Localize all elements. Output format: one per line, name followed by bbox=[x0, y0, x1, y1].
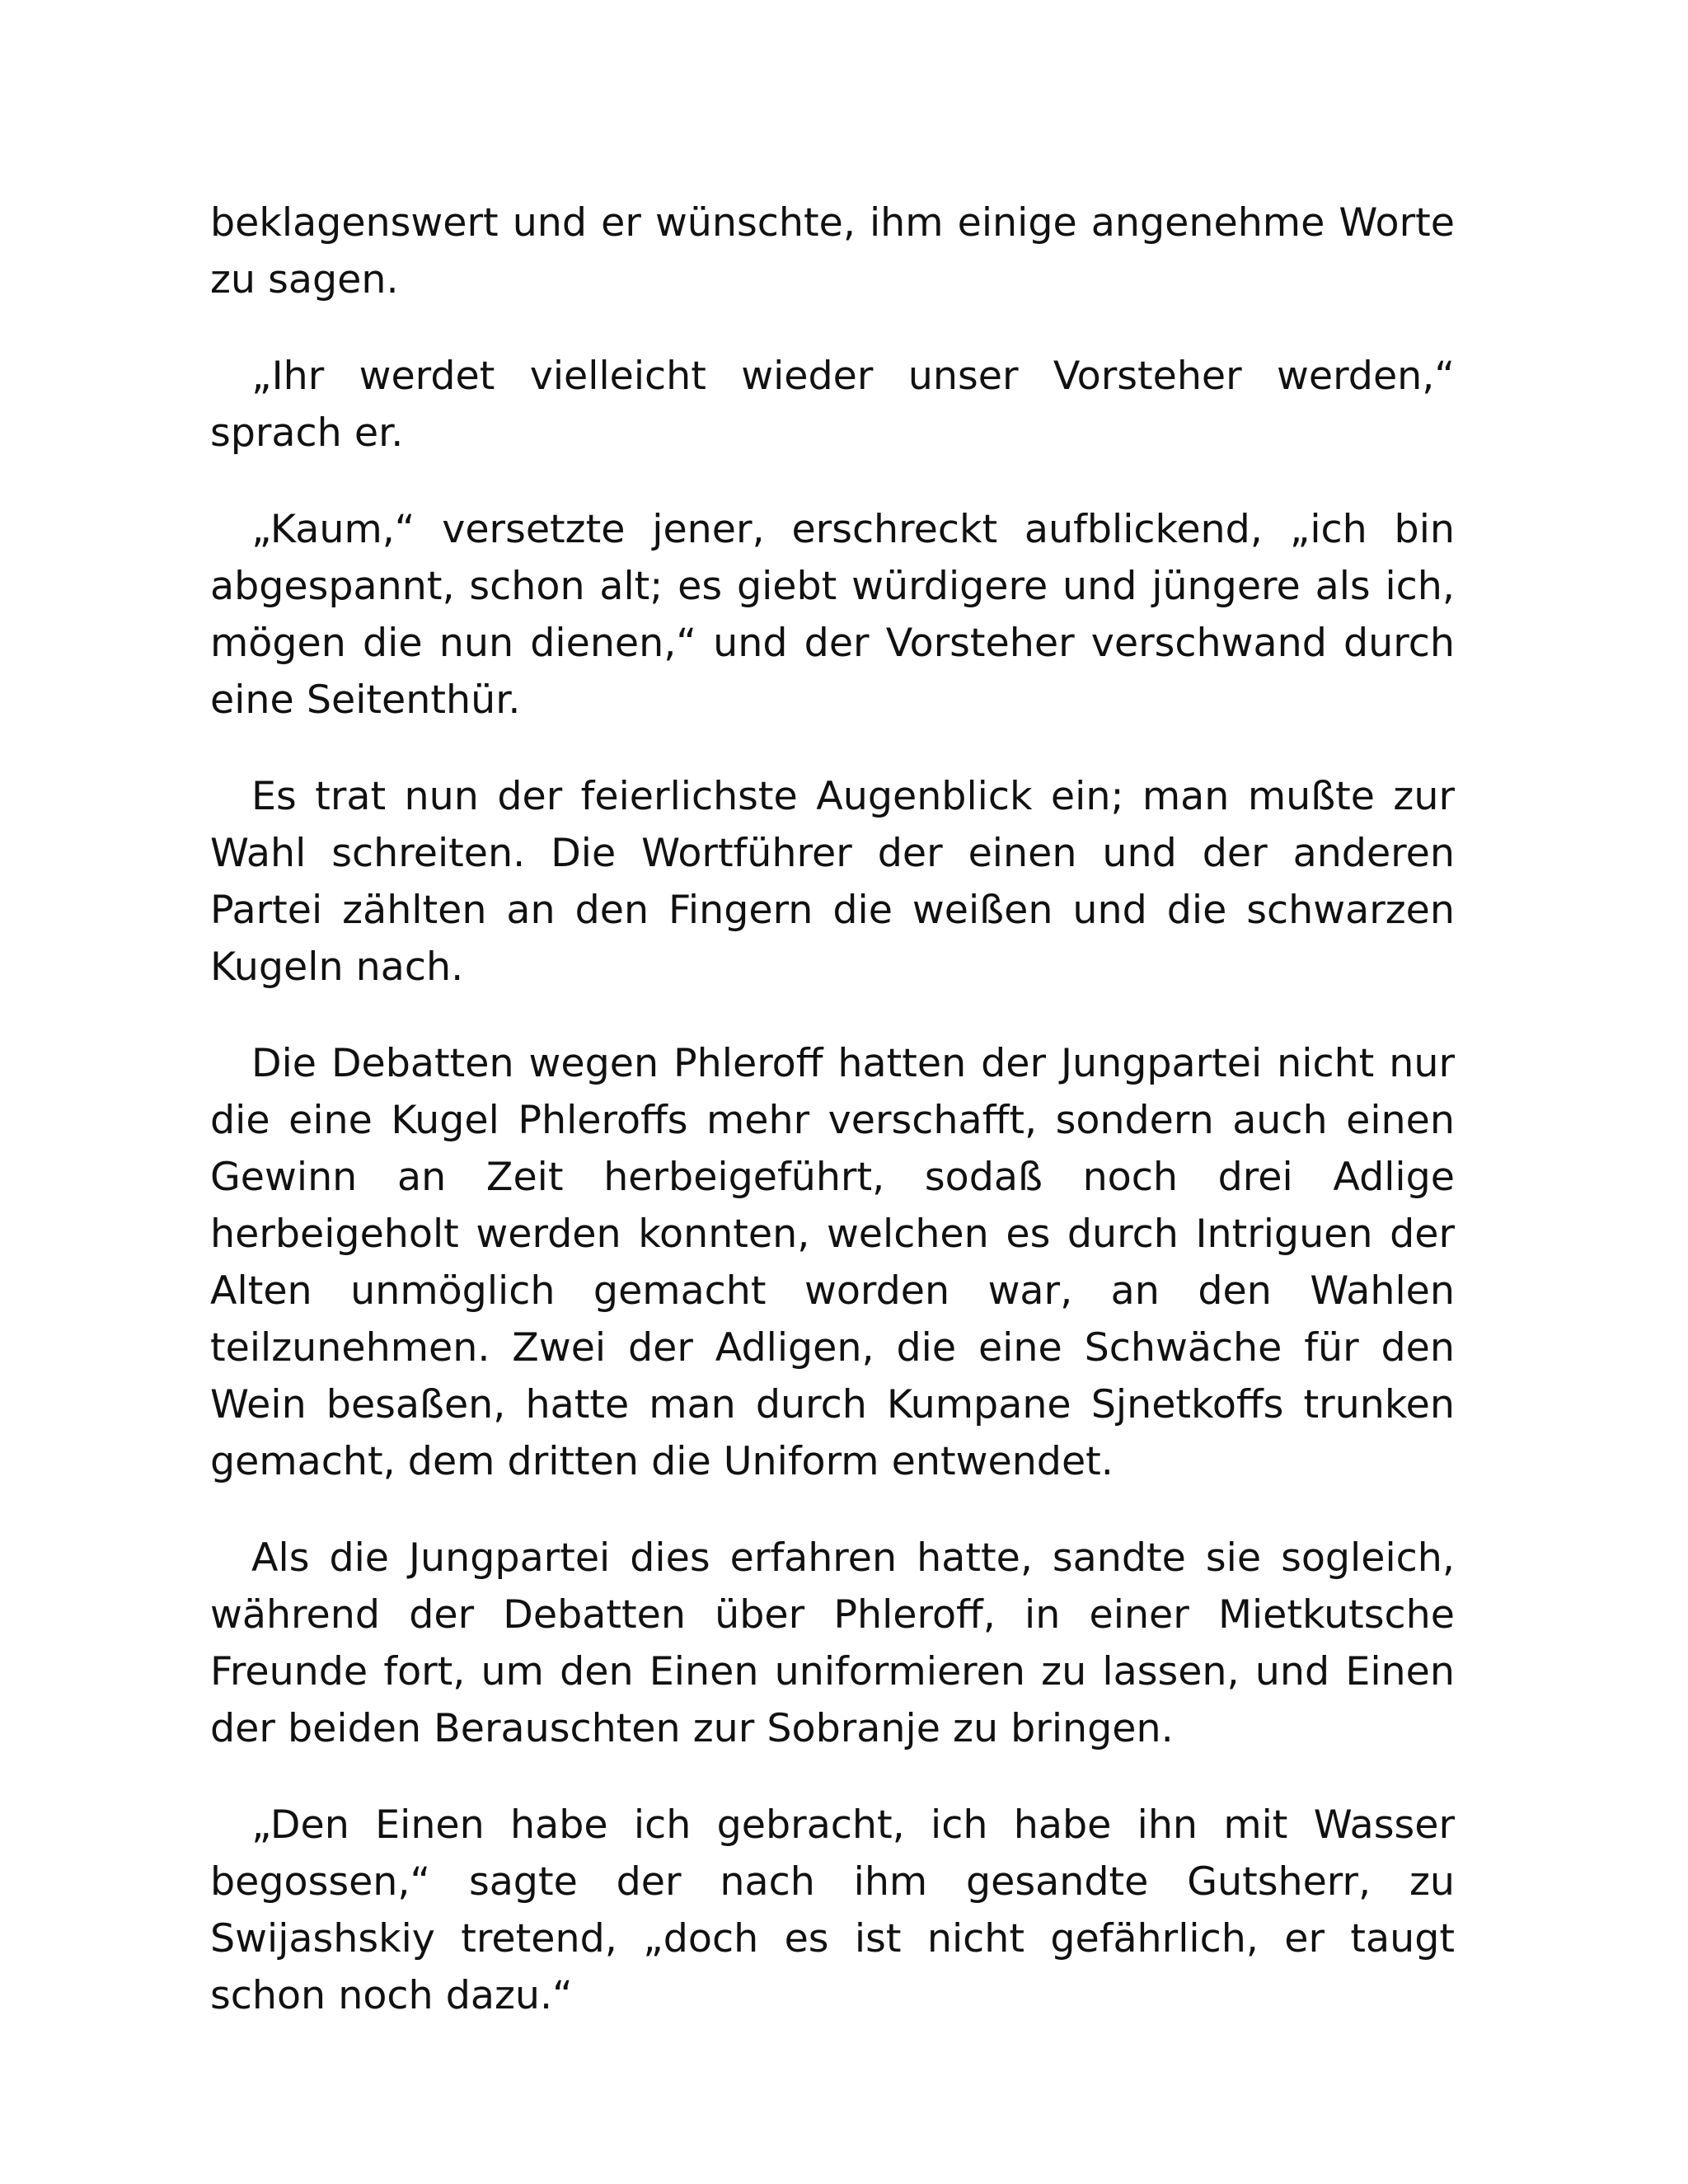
paragraph-5: Die Debatten wegen Phleroff hatten der Jungpartei nicht nur die eine Kugel Phleroffs mehr verschafft, sondern auch einen Gewinn an Zeit herbeigeführt, sodaß noch drei Adlige herbeigeholt werden konnten, welchen es durch Intriguen der Alten unmöglich gemacht worden war, an den Wahlen teilzunehmen. Zwei der Adligen, die eine Schwäche für den Wein besaßen, hatte man durch Kumpane Sjnetkoffs trunken gemacht, dem dritten die Uniform entwendet. bbox=[210, 1041, 1455, 1484]
paragraph-1: beklagenswert und er wünschte, ihm einige angenehme Worte zu sagen. bbox=[210, 200, 1455, 302]
document-page bbox=[210, 194, 1455, 2064]
paragraph-6: Als die Jungpartei dies erfahren hatte, sandte sie sogleich, während der Debatten über Phleroff, in einer Mietkutsche Freunde fort, um den Einen uniformieren zu lassen, und Einen der beiden Berauschten zur Sobranje zu bringen. bbox=[210, 1535, 1455, 1751]
paragraph-4: Es trat nun der feierlichste Augenblick ein; man mußte zur Wahl schreiten. Die Wortführer der einen und der anderen Partei zählten an den Fingern die weißen und die schwarzen Kugeln nach. bbox=[210, 774, 1455, 990]
paragraph-3: „Kaum,“ versetzte jener, erschreckt aufblickend, „ich bin abgespannt, schon alt; es giebt würdigere und jüngere als ich, mögen die nun dienen,“ und der Vorsteher verschwand durch eine Seitenthür. bbox=[210, 507, 1455, 723]
paragraph-2: „Ihr werdet vielleicht wieder unser Vorsteher werden,“ sprach er. bbox=[210, 354, 1455, 456]
paragraph-7: „Den Einen habe ich gebracht, ich habe ihn mit Wasser begossen,“ sagte der nach ihm gesandte Gutsherr, zu Swijashskiy tretend, „doch es ist nicht gefährlich, er taugt schon noch dazu.“ bbox=[210, 1802, 1455, 2018]
